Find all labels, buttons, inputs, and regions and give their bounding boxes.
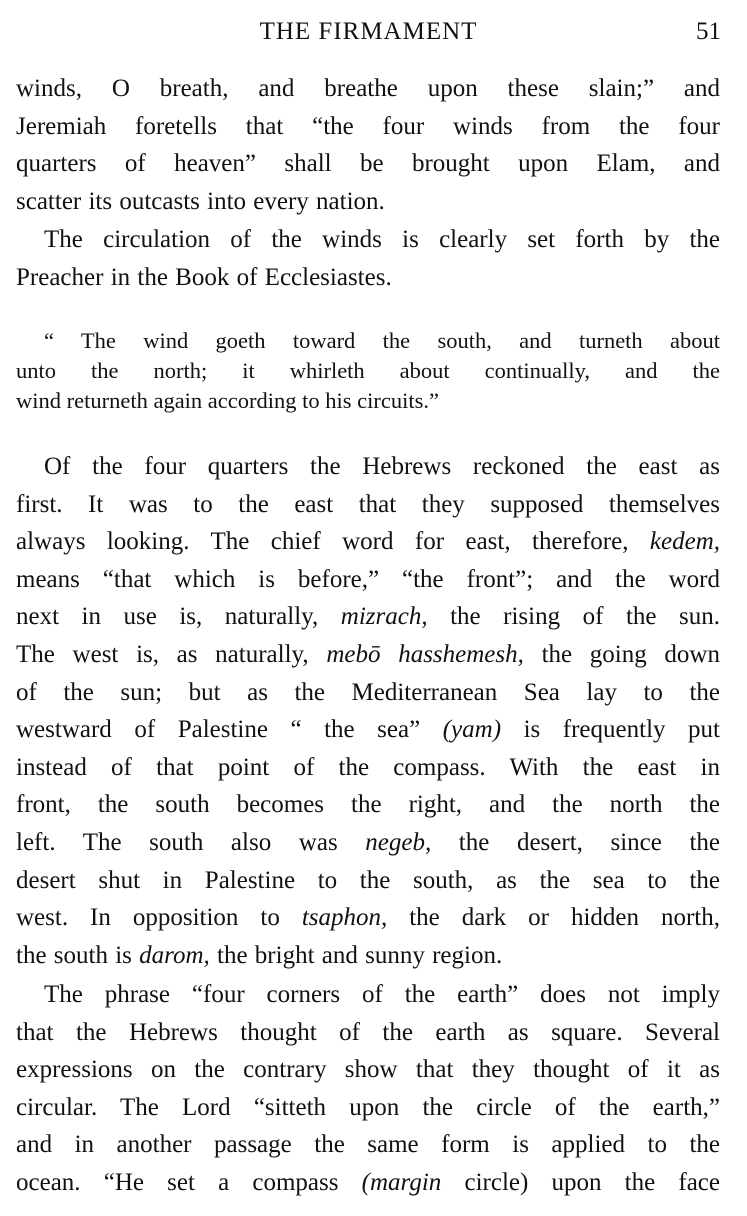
page-header [16, 14, 721, 50]
text-line: circular. The Lord “sitteth upon the circle of the earth,” [16, 1093, 720, 1121]
paragraph-4 [16, 976, 720, 1202]
text-line: desert shut in Palestine to the south, as the sea to the [16, 866, 720, 894]
page-number: 51 [696, 18, 721, 45]
text-line: quarters of heaven” shall be brought upon Elam, and [16, 150, 720, 178]
text-run: the rising of the sun. [427, 603, 720, 631]
text-run: the south is [16, 941, 140, 969]
text-run: the bright and sunny region. [209, 941, 503, 969]
text-line [16, 711, 720, 749]
text-run: the dark or hidden north, [387, 904, 720, 932]
text-line: of the sun; but as the Mediterranean Sea lay to the [16, 678, 720, 706]
paragraph-2 [16, 221, 720, 296]
italic-term: negeb, [365, 828, 432, 856]
text-line [16, 636, 720, 674]
text-line: first. It was to the east that they supposed themselves [16, 490, 720, 518]
running-title: THE FIRMAMENT [259, 18, 478, 45]
text-line: Preacher in the Book of Ecclesiastes. [16, 263, 392, 291]
text-run: westward of Palestine “ the sea” [16, 716, 443, 744]
text-run: ocean. “He set a compass [16, 1168, 362, 1196]
text-line: expressions on the contrary show that they thought of it as [16, 1056, 720, 1084]
text-line: Of the four quarters the Hebrews reckoned the east as [44, 453, 720, 480]
text-run: the going down [523, 640, 720, 668]
quote-line: unto the north; it whirleth about continually, and the [16, 358, 720, 383]
text-line [16, 1164, 720, 1202]
text-line: front, the south becomes the right, and the north the [16, 791, 720, 819]
text-line: Jeremiah foretells that “the four winds from the four [16, 112, 720, 140]
text-line: and in another passage the same form is applied to the [16, 1131, 720, 1159]
text-line: The phrase “four corners of the earth” does not imply [44, 981, 720, 1008]
quote-line: “ The wind goeth toward the south, and turneth about [44, 328, 720, 353]
text-line [16, 937, 720, 975]
text-run: left. The south also was [16, 828, 366, 856]
text-line: The circulation of the winds is clearly set forth by the [44, 226, 720, 253]
text-line: instead of that point of the compass. With the east in [16, 753, 720, 781]
text-line [16, 899, 720, 937]
text-line [16, 523, 720, 561]
italic-term: mizrach, [340, 603, 428, 631]
quote-line: wind returneth again according to his circuits.” [16, 388, 439, 413]
text-line: means “that which is before,” “the front”; and the word [16, 565, 720, 593]
text-line: that the Hebrews thought of the earth as square. Several [16, 1018, 720, 1046]
text-run: The west is, as naturally, [16, 640, 327, 668]
text-line [16, 598, 720, 636]
italic-term: tsaphon, [301, 904, 388, 932]
text-line: winds, O breath, and breathe upon these slain;” and [16, 75, 720, 102]
text-run: always looking. The chief word for east, therefore, [16, 528, 650, 556]
paragraph-1 [16, 70, 720, 220]
text-run: next in use is, naturally, [16, 603, 341, 631]
italic-term: darom, [139, 941, 210, 969]
text-line: scatter its outcasts into every nation. [16, 187, 385, 215]
italic-term: kedem, [649, 528, 720, 556]
italic-term: (margin [361, 1168, 442, 1196]
italic-term: (yam) [442, 716, 502, 744]
paragraph-3 [16, 448, 720, 974]
text-run: west. In opposition to [16, 904, 302, 932]
text-run: the desert, since the [431, 828, 720, 856]
text-run: circle) upon the face [441, 1168, 720, 1196]
block-quote [16, 326, 720, 416]
text-run: is frequently put [501, 716, 720, 744]
italic-term: mebō hasshemesh, [326, 640, 524, 668]
text-line [16, 824, 720, 862]
